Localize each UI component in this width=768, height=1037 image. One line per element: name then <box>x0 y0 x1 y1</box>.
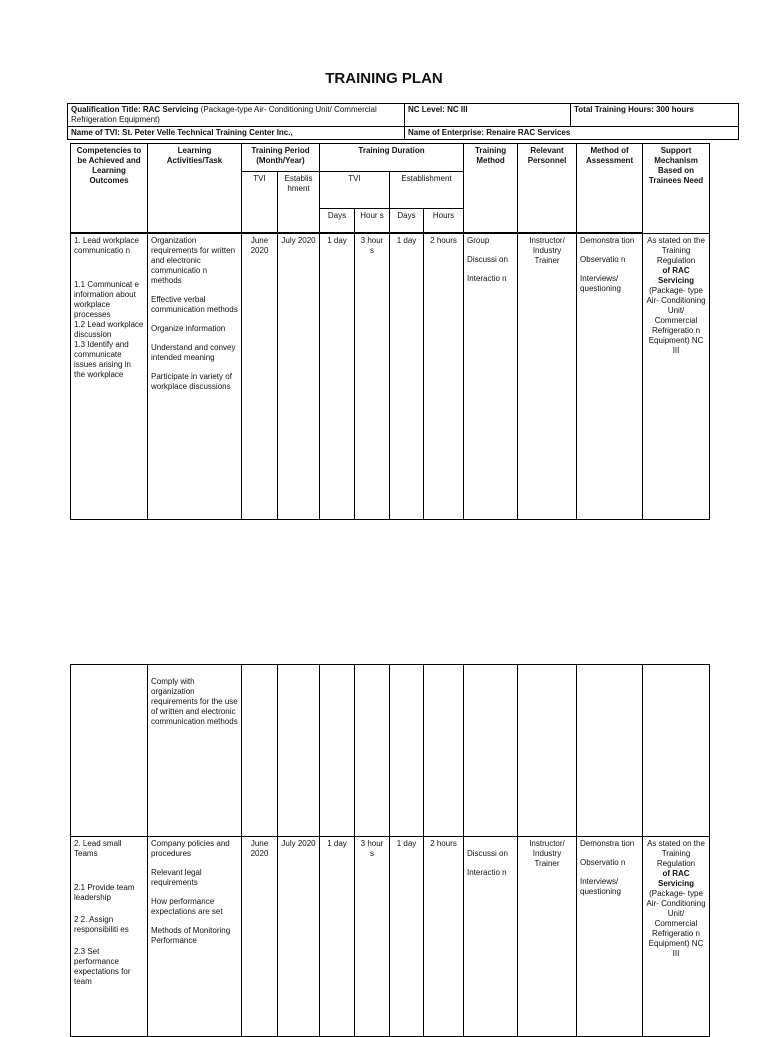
support-text: (Package- type Air- Conditioning Unit/ Commercial Refrigeratio n Equipment) NC III <box>646 286 706 355</box>
est-days-value: 1 day <box>390 234 424 520</box>
competency-title: 1. Lead workplace communicatio n <box>74 236 139 255</box>
table-row <box>71 837 710 1037</box>
activity-item: Participate in variety of workplace discussions <box>151 372 232 391</box>
period-est-value: July 2020 <box>278 837 320 1037</box>
support-text: (Package- type Air- Conditioning Unit/ Commercial Refrigeratio n Equipment) NC III <box>646 889 706 958</box>
col-tvi-days: Days <box>320 209 355 233</box>
table-row <box>71 665 710 837</box>
support-cell <box>643 234 710 520</box>
qualification-detail: (Package-type Air- Conditioning Unit/ Commercial Refrigeration Equipment) <box>71 105 377 124</box>
est-hours-value: 2 hours <box>424 837 464 1037</box>
training-method-cell <box>464 234 518 520</box>
learning-outcome: 1.1 Communicat e information about workplace processes <box>74 280 139 319</box>
training-method-cell <box>464 837 518 1037</box>
total-training-hours: Total Training Hours: 300 hours <box>571 104 739 127</box>
learning-outcome: 1.3 Identify and communicate issues arising in the workplace <box>74 340 131 379</box>
assessment-cell <box>577 234 643 520</box>
learning-outcome: 2.3 Set performance expectations for team <box>74 947 131 986</box>
method-item: Interactio n <box>467 868 507 877</box>
activity-item: Company policies and procedures <box>151 839 230 858</box>
col-est-hours: Hours <box>424 209 464 233</box>
support-text: As stated on the Training Regulation <box>647 839 705 868</box>
col-training-method: Training Method <box>464 144 518 233</box>
support-qualification: of RAC Servicing <box>657 869 694 888</box>
activities-cell <box>148 837 242 1037</box>
qualification-title: Qualification Title: RAC Servicing <box>71 105 199 114</box>
activity-item: Methods of Monitoring Performance <box>151 926 231 945</box>
method-item: Discussi on <box>467 849 508 858</box>
assessment-item: Observatio n <box>580 858 626 867</box>
training-plan-table <box>70 143 710 520</box>
activity-item: Effective verbal communication methods <box>151 295 238 314</box>
training-plan-table-continued <box>70 664 710 1037</box>
col-est-days: Days <box>390 209 424 233</box>
method-item: Interactio n <box>467 274 507 283</box>
tvi-hours-value: 3 hour s <box>355 837 390 1037</box>
col-activities: Learning Activities/Task <box>148 144 242 233</box>
activities-cell <box>148 234 242 520</box>
est-days-value: 1 day <box>390 837 424 1037</box>
assessment-item: Interviews/ questioning <box>580 274 621 293</box>
col-support-mechanism: Support Mechanism Based on Trainees Need <box>643 144 710 234</box>
period-tvi-value: June 2020 <box>242 234 278 520</box>
qualification-title-cell <box>68 104 405 127</box>
header-info-table <box>67 103 739 140</box>
learning-outcome: 2 2. Assign responsibiliti es <box>74 915 129 934</box>
method-item: Group <box>467 236 490 245</box>
activity-item: How performance expectations are set <box>151 897 223 916</box>
col-relevant-personnel: Relevant Personnel <box>518 144 577 233</box>
col-duration-tvi: TVI <box>320 172 390 209</box>
support-text: As stated on the Training Regulation <box>647 236 705 265</box>
col-training-period: Training Period (Month/Year) <box>242 144 320 172</box>
competency-cell <box>71 837 148 1037</box>
period-est-value: July 2020 <box>278 234 320 520</box>
assessment-item: Demonstra tion <box>580 236 635 245</box>
tvi-days-value: 1 day <box>320 837 355 1037</box>
competency-cell <box>71 234 148 520</box>
col-duration-establishment: Establishment <box>390 172 464 209</box>
method-item: Discussi on <box>467 255 508 264</box>
tvi-name: Name of TVI: St. Peter Velle Technical Training Center Inc., <box>68 127 405 140</box>
activity-item: Understand and convey intended meaning <box>151 343 236 362</box>
table-row <box>71 234 710 520</box>
period-tvi-value: June 2020 <box>242 837 278 1037</box>
assessment-cell <box>577 837 643 1037</box>
col-competencies: Competencies to be Achieved and Learning Outcomes <box>71 144 148 233</box>
assessment-item: Interviews/ questioning <box>580 877 621 896</box>
support-qualification: of RAC Servicing <box>658 266 695 285</box>
competency-title: 2. Lead small Teams <box>74 839 122 858</box>
activity-item: Comply with organization requirements for the use of written and electronic communication methods <box>148 665 242 837</box>
tvi-days-value: 1 day <box>320 234 355 520</box>
col-training-duration: Training Duration <box>320 144 464 172</box>
col-period-establishment: Establis hment <box>278 172 320 233</box>
activity-item: Organize information <box>151 324 226 333</box>
est-hours-value: 2 hours <box>424 234 464 520</box>
col-period-tvi: TVI <box>242 172 278 233</box>
enterprise-name: Name of Enterprise: Renaire RAC Services <box>405 127 739 140</box>
page-title: TRAINING PLAN <box>325 70 443 87</box>
nc-level: NC Level: NC III <box>405 104 571 127</box>
col-tvi-hours: Hour s <box>355 209 390 233</box>
activity-item: Organization requirements for written and electronic communicatio n methods <box>151 236 236 285</box>
relevant-personnel-value: Instructor/ Industry Trainer <box>518 234 577 520</box>
activity-item: Relevant legal requirements <box>151 868 202 887</box>
tvi-hours-value: 3 hour s <box>355 234 390 520</box>
learning-outcome: 1.2 Lead workplace discussion <box>74 320 144 339</box>
col-method-of-assessment: Method of Assessment <box>577 144 643 233</box>
assessment-item: Observatio n <box>580 255 626 264</box>
support-cell <box>643 837 710 1037</box>
learning-outcome: 2.1 Provide team leadership <box>74 883 135 902</box>
relevant-personnel-value: Instructor/ Industry Trainer <box>518 837 577 1037</box>
assessment-item: Demonstra tion <box>580 839 635 848</box>
